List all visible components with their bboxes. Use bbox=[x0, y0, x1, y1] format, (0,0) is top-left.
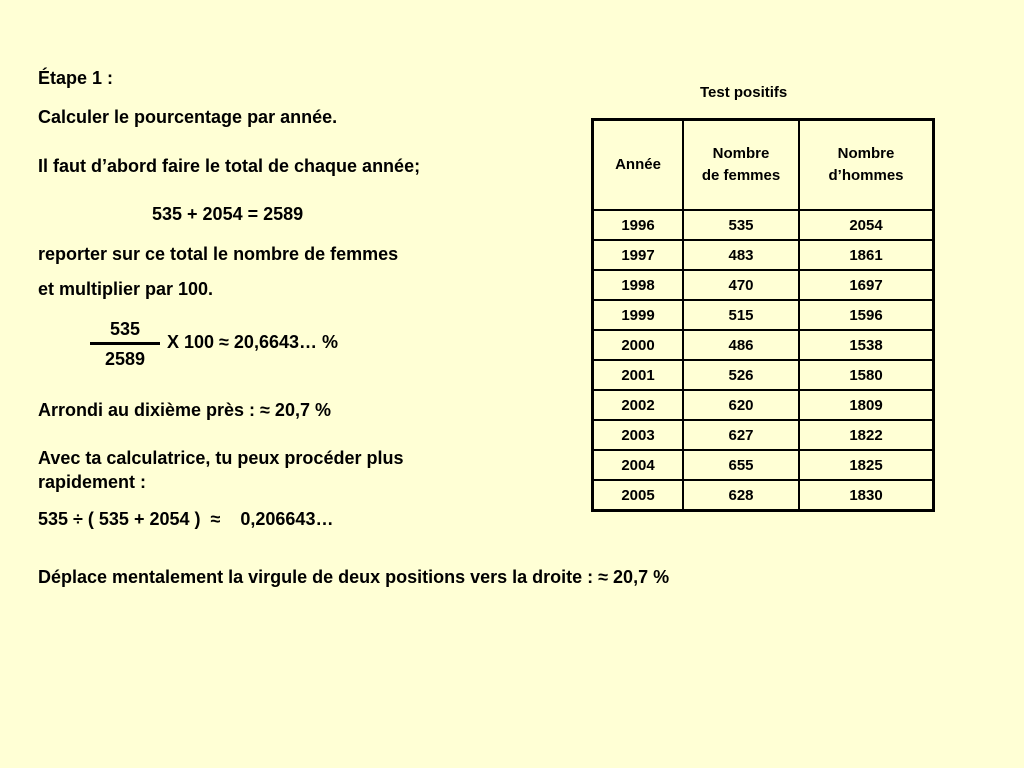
cell-year: 2004 bbox=[593, 450, 684, 480]
header-year: Année bbox=[593, 120, 684, 211]
cell-men: 1861 bbox=[799, 240, 934, 270]
fraction bbox=[90, 318, 160, 370]
header-men: Nombre d’hommes bbox=[799, 120, 934, 211]
total-intro-text: Il faut d’abord faire le total de chaque année; bbox=[38, 156, 421, 176]
fraction-result: X 100 ≈ 20,6643… % bbox=[167, 332, 338, 352]
header-women: Nombre de femmes bbox=[683, 120, 799, 211]
table-title: Test positifs bbox=[700, 84, 788, 101]
cell-women: 483 bbox=[683, 240, 799, 270]
calculator-expression: 535 ÷ ( 535 + 2054 ) ≈ 0,206643… bbox=[38, 509, 334, 529]
cell-men: 1809 bbox=[799, 390, 934, 420]
report-text-line1: reporter sur ce total le nombre de femmes bbox=[38, 244, 399, 264]
cell-women: 535 bbox=[683, 210, 799, 240]
calculator-text-line1: Avec ta calculatrice, tu peux procéder plus bbox=[38, 448, 404, 468]
table-row bbox=[593, 240, 934, 270]
cell-women: 628 bbox=[683, 480, 799, 511]
cell-women: 526 bbox=[683, 360, 799, 390]
sum-example: 535 + 2054 = 2589 bbox=[152, 204, 304, 224]
table-body bbox=[593, 210, 934, 511]
cell-year: 2001 bbox=[593, 360, 684, 390]
table-row bbox=[593, 450, 934, 480]
table-row bbox=[593, 210, 934, 240]
cell-women: 620 bbox=[683, 390, 799, 420]
table-row bbox=[593, 270, 934, 300]
conclusion-text: Déplace mentalement la virgule de deux positions vers la droite : ≈ 20,7 % bbox=[38, 567, 670, 587]
positive-tests-table bbox=[591, 118, 935, 512]
rounded-result: Arrondi au dixième près : ≈ 20,7 % bbox=[38, 400, 331, 420]
fraction-denominator: 2589 bbox=[104, 349, 146, 369]
cell-year: 1999 bbox=[593, 300, 684, 330]
cell-women: 486 bbox=[683, 330, 799, 360]
cell-year: 1998 bbox=[593, 270, 684, 300]
cell-year: 2002 bbox=[593, 390, 684, 420]
cell-year: 1996 bbox=[593, 210, 684, 240]
cell-women: 655 bbox=[683, 450, 799, 480]
table-row bbox=[593, 390, 934, 420]
cell-year: 2003 bbox=[593, 420, 684, 450]
step-title: Étape 1 : bbox=[38, 68, 114, 88]
intro-text: Calculer le pourcentage par année. bbox=[38, 107, 338, 127]
cell-men: 1825 bbox=[799, 450, 934, 480]
cell-men: 1580 bbox=[799, 360, 934, 390]
cell-men: 1697 bbox=[799, 270, 934, 300]
cell-men: 1596 bbox=[799, 300, 934, 330]
table-row bbox=[593, 330, 934, 360]
table-row bbox=[593, 300, 934, 330]
cell-men: 1538 bbox=[799, 330, 934, 360]
cell-year: 2000 bbox=[593, 330, 684, 360]
table-row bbox=[593, 480, 934, 511]
cell-year: 2005 bbox=[593, 480, 684, 511]
cell-men: 1830 bbox=[799, 480, 934, 511]
cell-men: 2054 bbox=[799, 210, 934, 240]
report-text-line2: et multiplier par 100. bbox=[38, 279, 214, 299]
fraction-numerator: 535 bbox=[109, 319, 141, 339]
table-row bbox=[593, 420, 934, 450]
cell-year: 1997 bbox=[593, 240, 684, 270]
calculator-text-line2: rapidement : bbox=[38, 472, 147, 492]
cell-women: 515 bbox=[683, 300, 799, 330]
cell-women: 470 bbox=[683, 270, 799, 300]
table-header-row bbox=[593, 120, 934, 211]
cell-women: 627 bbox=[683, 420, 799, 450]
cell-men: 1822 bbox=[799, 420, 934, 450]
table-row bbox=[593, 360, 934, 390]
fraction-bar bbox=[90, 342, 160, 345]
